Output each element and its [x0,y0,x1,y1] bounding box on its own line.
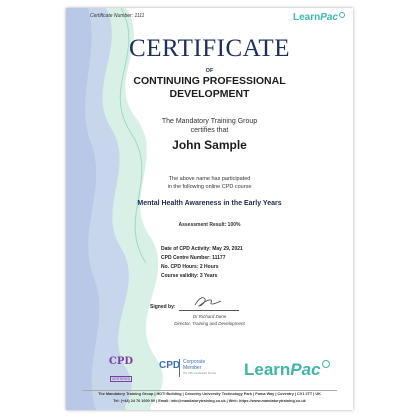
logo-learn-text: Learn [292,12,321,23]
certificate-page [66,8,353,410]
cpd-corporate-member-logo [159,358,224,380]
subtitle-line-1: CONTINUING PROFESSIONAL [133,75,286,87]
assessment-result: Assessment Result: 100% [178,222,241,228]
learnpac-logo-top [293,12,345,23]
signature-line [179,310,239,311]
logo-bottom-pac-text: Pac [290,360,321,379]
cpd-member-line-3: The CPD Certification Service [183,372,217,375]
learnpac-logo-bottom [244,360,330,380]
logo-bottom-mark-icon [322,360,330,368]
cpd-member-cpd-text: CPD [159,360,181,371]
logo-pac-text: Pac [320,12,338,23]
footer-contact: Tel: (+44) 24 76 1000 90 | Email: info@mandatorytraining.co.uk | Web: https://www.mandatorytraining.co.uk [113,399,306,403]
cpd-member-line-1: Corporate [183,359,206,365]
footer-address: The Mandatory Training Group | HDTI Building | Coventry University Technology Park | Puma Way | Coventry | CV1 2TT | UK [98,392,321,396]
detail-centre-number: CPD Centre Number: 11177 [161,255,226,261]
signed-by-label: Signed by: [150,304,176,310]
course-title: Mental Health Awareness in the Early Years [137,200,282,207]
detail-hours: No. CPD Hours: 2 Hours [161,264,219,270]
cpd-member-line-2: Member [183,365,202,371]
participation-line-2: in the following online CPD course [167,184,252,190]
organisation-name: The Mandatory Training Group [161,118,258,125]
participation-line-1: The above name has participated [168,176,251,182]
cpd-details [161,246,243,282]
logo-bottom-learn-text: Learn [244,360,291,379]
subtitle-line-2: DEVELOPMENT [169,88,250,100]
logo-mark-icon [339,12,345,18]
cpd-member-divider [179,359,180,377]
detail-date: Date of CPD Activity: May 29, 2021 [161,246,243,252]
signatory-title: Director, Training and Development [174,321,245,326]
recipient-name: John Sample [172,138,247,152]
certificate-title: CERTIFICATE [129,35,290,62]
cpd-certified-big-text: CPD [108,356,134,367]
footer-divider [82,390,337,391]
signature-image [193,294,223,308]
title-of: OF [205,68,214,74]
detail-validity: Course validity: 3 Years [161,273,218,279]
cpd-certified-logo [106,357,136,381]
certifies-text: certifies that [190,127,229,134]
signatory-name: Dr Richard Dune [192,314,227,319]
cpd-certified-small-text: CERTIFIED [111,377,131,381]
certificate-number: Certificate Number: 1111 [90,13,145,19]
